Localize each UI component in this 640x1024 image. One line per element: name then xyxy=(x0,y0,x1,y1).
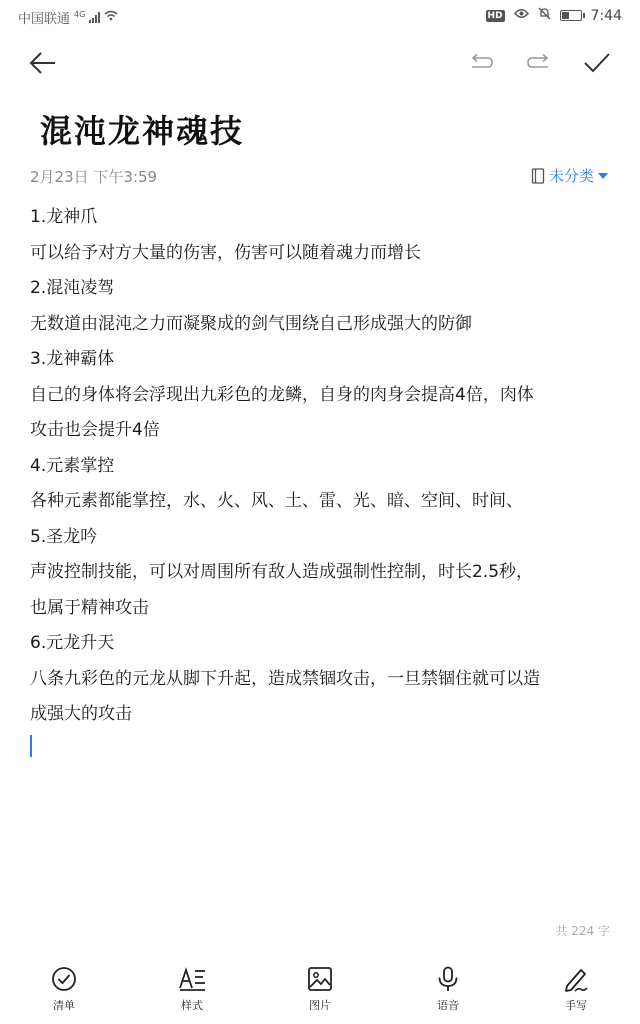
back-arrow-icon xyxy=(29,51,57,75)
save-button[interactable] xyxy=(580,46,614,80)
note-line: 攻击也会提升4倍 xyxy=(30,420,160,440)
note-line: 各种元素都能掌控，水、火、风、土、雷、光、暗、空间、时间、 xyxy=(30,491,523,511)
note-line: 6.元龙升天 xyxy=(30,633,115,653)
note-line: 声波控制技能，可以对周围所有敌人造成强制性控制，时长2.5秒， xyxy=(30,562,534,582)
note-line: 2.混沌凌驾 xyxy=(30,278,115,298)
note-line: 自己的身体将会浮现出九彩色的龙鳞，自身的肉身会提高4倍，肉体 xyxy=(30,384,534,405)
carrier-name: 中国联通 xyxy=(18,12,71,27)
text-cursor xyxy=(30,735,32,757)
voice-button[interactable] xyxy=(408,966,488,1013)
note-line: 3.龙神霸体 xyxy=(30,349,115,369)
clock: 7:44 xyxy=(590,7,622,24)
note-line: 4.元素掌控 xyxy=(30,455,115,476)
category-selector[interactable] xyxy=(531,165,608,186)
bottom-toolbar xyxy=(0,962,640,1024)
image-button[interactable] xyxy=(280,966,360,1013)
wifi-icon xyxy=(104,10,118,25)
redo-icon xyxy=(526,54,552,72)
note-date: 2月23日 下午3:59 xyxy=(30,168,158,186)
status-left xyxy=(18,8,118,27)
eye-comfort-icon xyxy=(514,8,529,23)
style-label: 样式 xyxy=(181,999,203,1012)
note-line: 也属于精神攻击 xyxy=(30,597,149,618)
hd-badge: HD xyxy=(487,10,503,21)
microphone-icon xyxy=(436,966,460,992)
mute-bell-icon xyxy=(538,7,551,24)
status-bar xyxy=(0,0,640,32)
status-right xyxy=(486,7,622,24)
battery-fill xyxy=(562,12,569,19)
battery-icon xyxy=(560,10,582,21)
note-title[interactable]: 混沌龙神魂技 xyxy=(40,112,245,150)
note-line: 无数道由混沌之力而凝聚成的剑气围绕自己形成强大的防御 xyxy=(30,313,472,334)
image-label: 图片 xyxy=(309,999,331,1012)
word-count: 共 224 字 xyxy=(555,924,610,938)
redo-button[interactable] xyxy=(522,46,556,80)
checklist-button[interactable] xyxy=(24,966,104,1013)
voice-label: 语音 xyxy=(437,999,459,1012)
handwrite-button[interactable] xyxy=(536,966,616,1013)
dropdown-triangle-icon xyxy=(598,172,608,180)
undo-icon xyxy=(468,54,494,72)
note-line: 八条九彩色的元龙从脚下升起，造成禁锢攻击，一旦禁锢住就可以造 xyxy=(30,668,540,689)
note-body[interactable] xyxy=(30,200,610,733)
category-label: 未分类 xyxy=(548,167,594,185)
back-button[interactable] xyxy=(26,46,60,80)
network-type: 4G xyxy=(74,10,86,19)
checklist-label: 清单 xyxy=(53,999,75,1012)
note-line: 成强大的攻击 xyxy=(30,704,132,724)
pen-icon xyxy=(563,966,589,992)
checkmark-icon xyxy=(583,52,611,74)
handwrite-label: 手写 xyxy=(565,999,587,1012)
note-line: 1.龙神爪 xyxy=(30,207,98,227)
style-button[interactable] xyxy=(152,966,232,1013)
checklist-icon xyxy=(51,966,77,992)
notebook-icon xyxy=(531,168,545,184)
note-line: 可以给予对方大量的伤害，伤害可以随着魂力而增长 xyxy=(30,242,421,263)
text-style-icon xyxy=(178,966,206,992)
image-icon xyxy=(307,966,333,992)
signal-icon xyxy=(89,12,100,23)
editor-toolbar xyxy=(0,38,640,88)
note-line: 5.圣龙吟 xyxy=(30,526,98,547)
undo-button[interactable] xyxy=(464,46,498,80)
